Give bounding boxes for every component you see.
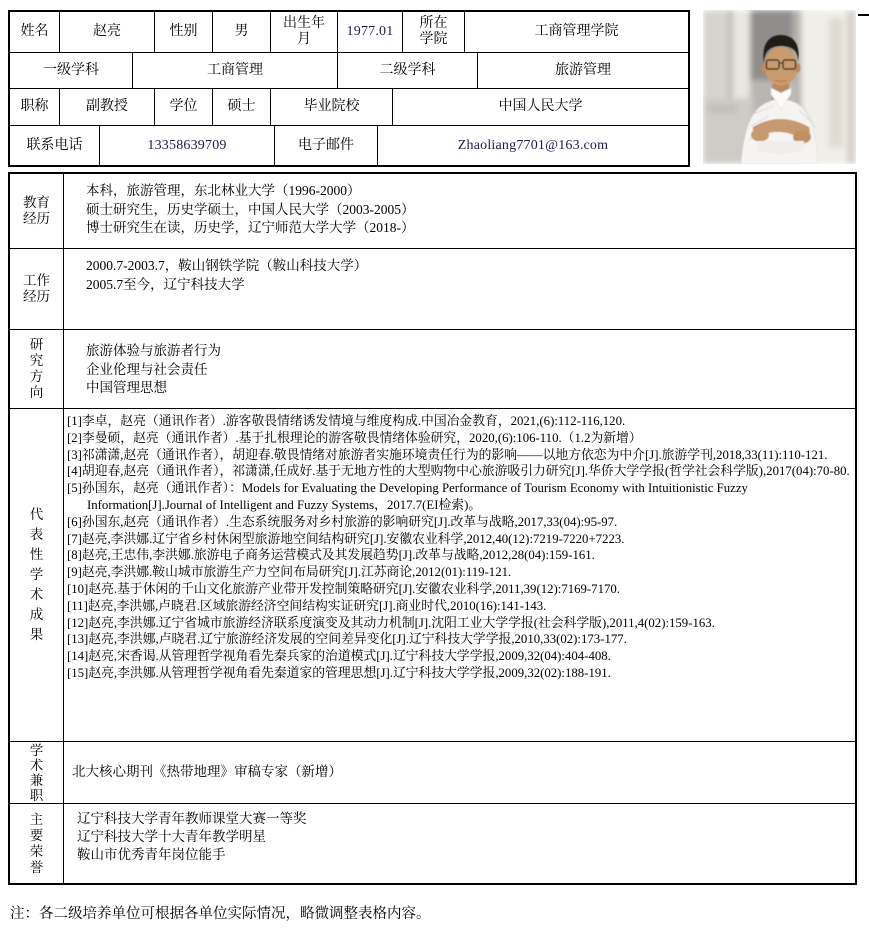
footnote: 注：各二级培养单位可根据各单位实际情况，略微调整表格内容。 [10,906,431,922]
publications-label-line: 性 [29,547,44,562]
work-label [10,249,64,329]
college-value: 工商管理学院 [464,12,688,52]
honors-label [10,804,64,883]
discipline2-label: 二级学科 [337,53,477,88]
publications-section [10,408,855,741]
gender-value: 男 [212,12,270,52]
publications-label-line: 表 [29,527,44,542]
college-label-line: 所在 [419,16,448,31]
college-label [402,12,464,52]
research-label-line: 向 [29,385,44,400]
publication-entry: [4]胡迎春,赵亮（通讯作者），祁潇潇,任成好.基于无地方性的大型购物中心旅游吸引力研究[J].华侨大学学报(哲学社会科学版),2017(04):70-80. [67,464,850,479]
profile-photo [703,10,856,164]
work-label-line: 经历 [23,289,50,304]
publication-entry: [13]赵亮,李洪娜,卢晓君.辽宁旅游经济发展的空间差异变化[J].辽宁科技大学学报,2010,33(02):173-177. [67,632,627,647]
stray-border-mark [858,14,869,16]
info-row-2 [10,52,688,88]
academic-service-label-line: 职 [29,787,44,803]
phone-value: 13358639709 [99,126,274,165]
academic-service-label [10,742,64,803]
research-label [10,330,64,408]
name-value: 赵亮 [59,12,154,52]
publication-entry: [5]孙国东，赵亮（通讯作者）：Models for Evaluating the Developing Performance of Tourism Economy with Intuitionistic Fuzzy Information[J].Journal of Intelligent and Fuzzy Systems，2017.7(EI检索)。 [67,481,748,512]
research-label-line: 方 [29,369,44,384]
publications-label-line: 术 [29,587,44,602]
work-section [10,248,855,329]
education-line: 硕士研究生，历史学硕士，中国人民大学（2003-2005） [86,201,415,217]
academic-service-content [64,742,855,803]
publications-label-line: 成 [29,607,44,622]
academic-service-label-line: 术 [29,757,44,773]
honors-content [64,804,855,883]
school-label: 毕业院校 [270,89,392,125]
title-label: 职称 [20,99,49,114]
email-value: Zhaoliang7701@163.com [377,126,688,165]
academic-service-line: 北大核心期刊《热带地理》审稿专家（新增） [72,764,342,780]
education-label-line: 经历 [23,211,50,226]
education-line: 本科，旅游管理，东北林业大学（1996-2000） [86,183,361,198]
cv-sections-table [8,172,857,885]
info-row-3 [10,88,688,125]
college-label-line: 学院 [419,32,448,47]
birth-value: 1977.01 [337,12,402,52]
info-row-1 [10,12,688,52]
discipline1-label: 一级学科 [43,62,99,78]
research-content [64,330,855,408]
publication-entry: [1]李卓，赵亮（通讯作者）.游客敬畏情绪诱发情境与维度构成.中国冶金教育，2021,(6):112-116,120. [67,414,626,428]
publication-entry: [6]孙国东,赵亮（通讯作者）.生态系统服务对乡村旅游的影响研究[J].改革与战略,2017,33(04):95-97. [67,514,618,529]
education-label-line: 教育 [23,195,50,210]
publications-label-line: 代 [29,507,44,522]
publication-entry: [2]李曼硕，赵亮（通讯作者）.基于扎根理论的游客敬畏情绪体验研究，2020,(6):106-110.（1.2为新增） [67,430,642,445]
research-line: 企业伦理与社会责任 [86,361,208,377]
research-label-line: 研 [29,337,44,352]
honor-line: 鞍山市优秀青年岗位能手 [77,847,226,862]
degree-label: 学位 [154,89,212,125]
publication-entry: [8]赵亮,王忠伟,李洪娜.旅游电子商务运营模式及其发展趋势[J].改革与战略,2012,28(04):159-161. [67,548,595,563]
publication-entry: [12]赵亮,李洪娜.辽宁省城市旅游经济联系度演变及其动力机制[J].沈阳工业大学学报(社会科学版),2011,4(02):159-163. [67,615,715,630]
honor-line: 辽宁科技大学十大青年教学明星 [77,829,266,844]
publications-label-line: 学 [29,567,44,582]
honors-label-line: 主 [29,811,44,827]
work-line: 2000.7-2003.7，鞍山钢铁学院（鞍山科技大学） [86,258,368,273]
publication-entry: [10]赵亮.基于休闲的千山文化旅游产业带开发控制策略研究[J].安徽农业科学,2011,39(12):7169-7170. [67,581,620,596]
name-label: 姓名 [20,24,49,39]
publication-entry: [15]赵亮,李洪娜.从管理哲学视角看先秦道家的管理思想[J].辽宁科技大学学报,2009,32(02):188-191. [67,665,611,680]
publications-label [10,409,64,741]
honors-label-line: 誉 [29,859,44,875]
personal-info-table [8,10,690,167]
publications-content [64,409,855,741]
profile-photo-graphic [703,10,856,164]
research-line: 旅游体验与旅游者行为 [86,343,221,358]
honors-section [10,803,855,883]
education-line: 博士研究生在读，历史学，辽宁师范大学大学（2018-） [86,220,415,235]
phone-label: 联系电话 [26,137,83,153]
publication-entry: [11]赵亮,李洪娜,卢晓君.区域旅游经济空间结构实证研究[J].商业时代,2010(16):141-143. [67,598,547,613]
research-label-line: 究 [29,353,44,368]
work-content [64,249,855,329]
education-content [64,174,855,248]
gender-label: 性别 [154,12,212,52]
research-section [10,329,855,408]
education-label [10,174,64,248]
publications-label-line: 果 [29,627,44,642]
discipline1-value: 工商管理 [132,53,337,88]
publication-entry: [3]祁潇潇,赵亮（通讯作者），胡迎春.敬畏情绪对旅游者实施环境责任行为的影响——以地方依恋为中介[J].旅游学刊,2018,33(11):110-121. [67,447,828,462]
academic-service-label-line: 兼 [29,772,44,788]
birth-label [270,12,337,52]
birth-label-line: 出生年 [283,16,325,31]
title-value: 副教授 [59,89,154,125]
info-row-4 [10,125,688,165]
school-value: 中国人民大学 [392,89,688,125]
education-section [10,174,855,248]
research-line: 中国管理思想 [86,380,167,395]
honors-label-line: 要 [29,827,44,843]
publication-entry: [9]赵亮,李洪娜.鞍山城市旅游生产力空间布局研究[J].江苏商论,2012(01):119-121. [67,565,512,580]
email-label: 电子邮件 [274,126,377,165]
publication-entry: [14]赵亮,宋香谒.从管理哲学视角看先秦兵家的治道模式[J].辽宁科技大学学报,2009,32(04):404-408. [67,649,611,664]
publication-entry: [7]赵亮,李洪娜.辽宁省乡村休闲型旅游地空间结构研究[J].安徽农业科学,2012,40(12):7219-7220+7223. [67,531,625,546]
degree-value: 硕士 [212,89,270,125]
work-line: 2005.7至今，辽宁科技大学 [86,276,245,292]
birth-label-line: 月 [297,32,311,47]
discipline2-value: 旅游管理 [477,53,688,88]
honor-line: 辽宁科技大学青年教师课堂大赛一等奖 [77,811,307,826]
academic-service-section [10,741,855,803]
work-label-line: 工作 [23,273,50,288]
academic-service-label-line: 学 [29,742,44,758]
honors-label-line: 荣 [29,843,44,859]
